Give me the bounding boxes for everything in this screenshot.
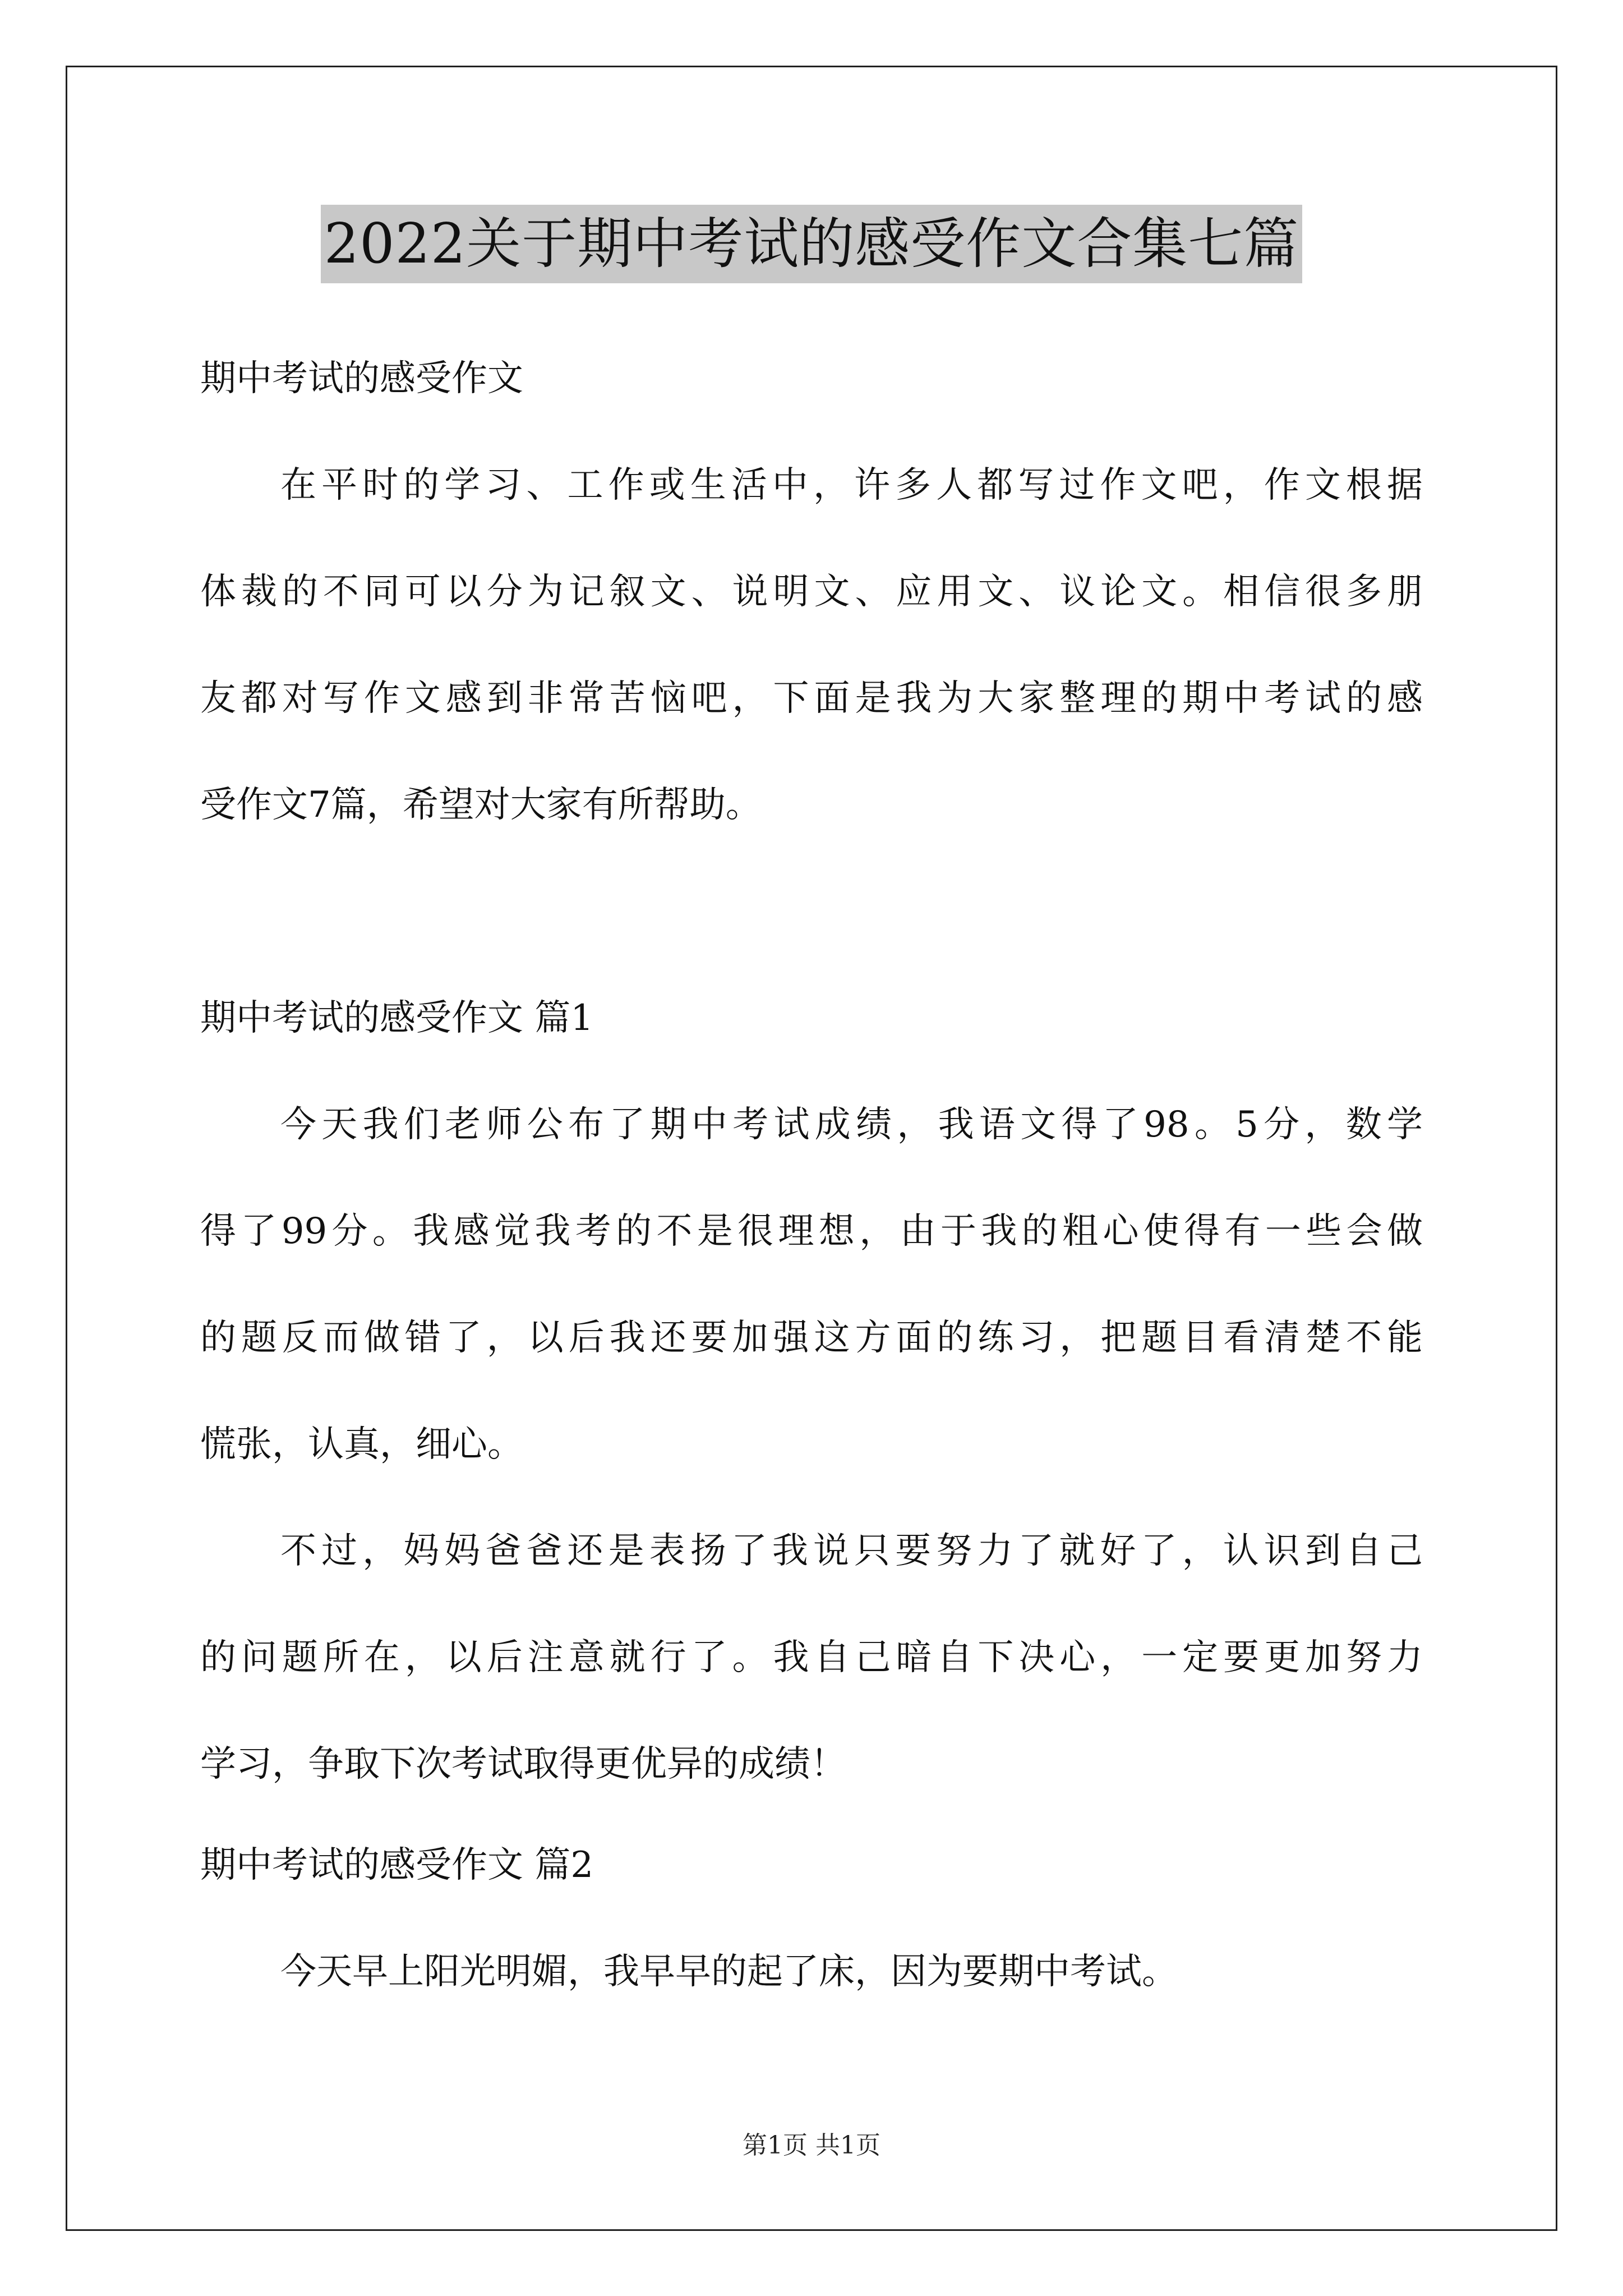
page-footer: 第1页 共1页 [743,2131,880,2160]
paragraph-line: 不过，妈妈爸爸还是表扬了我说只要努力了就好了，认识到自己 [280,1530,1423,1572]
document-title: 2022关于期中考试的感受作文合集七篇 [321,205,1302,283]
paragraph-line: 体裁的不同可以分为记叙文、说明文、应用文、议论文。相信很多朋 [200,571,1423,613]
paragraph-line: 今天我们老师公布了期中考试成绩，我语文得了98。5分，数学 [280,1104,1423,1145]
paragraph-line: 的题反而做错了，以后我还要加强这方面的练习，把题目看清楚不能 [200,1317,1423,1359]
paragraph-line: 的问题所在，以后注意就行了。我自己暗自下决心，一定要更加努力 [200,1637,1423,1678]
paragraph-line: 学习，争取下次考试取得更优异的成绩！ [200,1743,846,1785]
section-heading-2: 期中考试的感受作文 篇2 [200,1844,594,1886]
title-container [0,205,1623,283]
section-heading-1: 期中考试的感受作文 篇1 [200,997,594,1039]
section-heading-intro: 期中考试的感受作文 [200,358,523,399]
paragraph-line: 在平时的学习、工作或生活中，许多人都写过作文吧，作文根据 [280,464,1423,506]
paragraph-line: 受作文7篇，希望对大家有所帮助。 [200,784,762,826]
paragraph-line: 得了99分。我感觉我考的不是很理想，由于我的粗心使得有一些会做 [200,1211,1423,1252]
paragraph-line: 慌张，认真，细心。 [200,1424,523,1465]
paragraph-line: 友都对写作文感到非常苦恼吧，下面是我为大家整理的期中考试的感 [200,678,1423,719]
paragraph-line: 今天早上阳光明媚，我早早的起了床，因为要期中考试。 [280,1951,1178,1993]
